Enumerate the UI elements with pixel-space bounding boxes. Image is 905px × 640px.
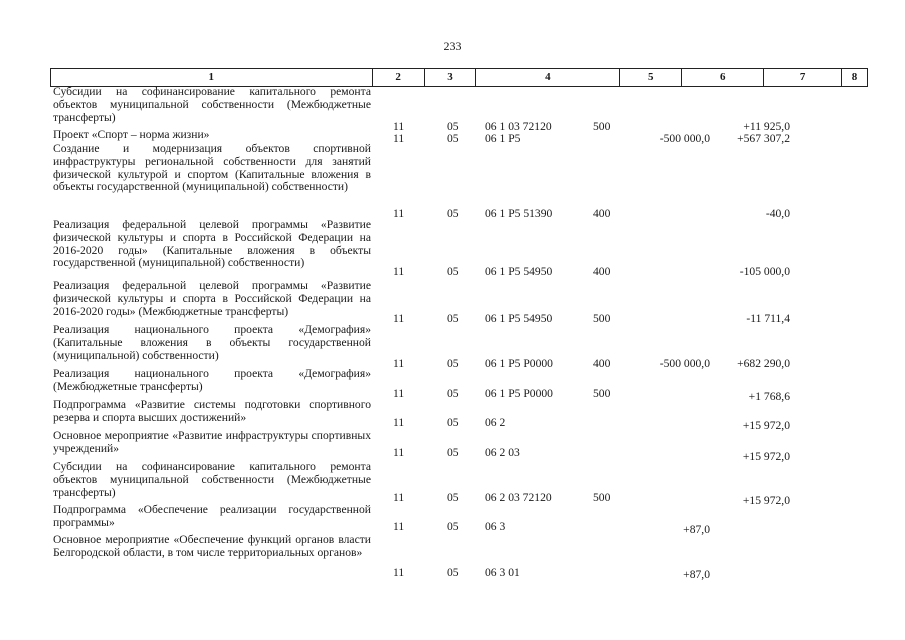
row-expense-type: 500 (593, 387, 611, 400)
row-target-code: 06 2 (485, 416, 506, 429)
row-target-code: 06 2 03 (485, 446, 520, 459)
row-amount-7: +15 972,0 (742, 494, 790, 507)
row-subsection: 05 (447, 207, 459, 220)
row-amount-7: -40,0 (765, 207, 790, 220)
row-section: 11 (393, 312, 405, 325)
row-amount-7: +1 768,6 (748, 390, 790, 403)
row-target-code: 06 3 (485, 520, 506, 533)
row-expense-type: 400 (593, 357, 611, 370)
row-section: 11 (393, 207, 405, 220)
row-subsection: 05 (447, 520, 459, 533)
row-section: 11 (393, 120, 405, 133)
row-amount-6: -500 000,0 (659, 132, 710, 145)
row-description: Субсидии на софинансирование капитального ремонта объектов муниципальной собственности (Межбюджетные трансферты) (53, 85, 371, 124)
row-subsection: 05 (447, 387, 459, 400)
row-description: Основное мероприятие «Обеспечение функций органов власти Белгородской области, в том числе территориальных органов» (53, 533, 371, 559)
row-subsection: 05 (447, 566, 459, 579)
row-expense-type: 400 (593, 265, 611, 278)
row-target-code: 06 2 03 72120 (485, 491, 552, 504)
row-section: 11 (393, 566, 405, 579)
row-subsection: 05 (447, 446, 459, 459)
row-subsection: 05 (447, 491, 459, 504)
row-section: 11 (393, 357, 405, 370)
header-col-4: 4 (476, 69, 620, 86)
row-description: Основное мероприятие «Развитие инфраструктуры спортивных учреждений» (53, 429, 371, 455)
row-description: Реализация национального проекта «Демография» (Межбюджетные трансферты) (53, 367, 371, 393)
row-target-code: 06 1 P5 P0000 (485, 387, 553, 400)
row-section: 11 (393, 520, 405, 533)
row-description: Реализация национального проекта «Демография» (Капитальные вложения в объекты государственной (муниципальной) собственности) (53, 323, 371, 362)
row-target-code: 06 1 P5 54950 (485, 312, 553, 325)
row-subsection: 05 (447, 132, 459, 145)
row-description: Подпрограмма «Обеспечение реализации государственной программы» (53, 503, 371, 529)
row-target-code: 06 1 P5 51390 (485, 207, 553, 220)
row-amount-7: +567 307,2 (737, 132, 790, 145)
row-amount-7: +11 925,0 (743, 120, 790, 133)
row-target-code: 06 1 03 72120 (485, 120, 552, 133)
row-subsection: 05 (447, 416, 459, 429)
header-col-3: 3 (425, 69, 477, 86)
row-description: Создание и модернизация объектов спортивной инфраструктуры региональной собственности для занятий физической культурой и спортом (Капитальные вложения в объекты государственной (муниципальной) собственности) (53, 142, 371, 194)
row-amount-7: +15 972,0 (742, 450, 790, 463)
row-amount-6: +87,0 (683, 568, 710, 581)
row-section: 11 (393, 416, 405, 429)
row-amount-7: -105 000,0 (739, 265, 790, 278)
row-description: Проект «Спорт – норма жизни» (53, 128, 210, 141)
row-section: 11 (393, 132, 405, 145)
row-amount-6: +87,0 (683, 523, 710, 536)
row-amount-7: +15 972,0 (742, 419, 790, 432)
row-section: 11 (393, 265, 405, 278)
header-col-5: 5 (620, 69, 682, 86)
row-subsection: 05 (447, 120, 459, 133)
row-description: Реализация федеральной целевой программы «Развитие физической культуры и спорта в Российской Федерации на 2016-2020 годы» (Межбюджетные трансферты) (53, 279, 371, 318)
row-subsection: 05 (447, 265, 459, 278)
row-description: Реализация федеральной целевой программы «Развитие физической культуры и спорта в Российской Федерации на 2016-2020 годы» (Капитальные вложения в объекты государственной (муниципальной) собственности) (53, 218, 371, 270)
row-target-code: 06 3 01 (485, 566, 520, 579)
row-expense-type: 400 (593, 207, 611, 220)
row-description: Субсидии на софинансирование капитального ремонта объектов муниципальной собственности (Межбюджетные трансферты) (53, 460, 371, 499)
header-col-7: 7 (764, 69, 842, 86)
row-target-code: 06 1 P5 (485, 132, 521, 145)
header-col-8: 8 (851, 71, 858, 83)
row-section: 11 (393, 446, 405, 459)
row-target-code: 06 1 P5 54950 (485, 265, 553, 278)
header-col-1: 1 (51, 69, 373, 86)
row-amount-7: +682 290,0 (737, 357, 790, 370)
row-amount-6: -500 000,0 (659, 357, 710, 370)
header-col-2: 2 (373, 69, 425, 86)
row-description: Подпрограмма «Развитие системы подготовки спортивного резерва и спорта высших достижений» (53, 398, 371, 424)
row-subsection: 05 (447, 357, 459, 370)
row-section: 11 (393, 387, 405, 400)
row-expense-type: 500 (593, 312, 611, 325)
row-expense-type: 500 (593, 491, 611, 504)
row-target-code: 06 1 P5 P0000 (485, 357, 553, 370)
header-col-6: 6 (682, 69, 764, 86)
row-section: 11 (393, 491, 405, 504)
row-amount-7: -11 711,4 (746, 312, 790, 325)
page-number: 233 (443, 39, 462, 53)
row-expense-type: 500 (593, 120, 611, 133)
row-subsection: 05 (447, 312, 459, 325)
